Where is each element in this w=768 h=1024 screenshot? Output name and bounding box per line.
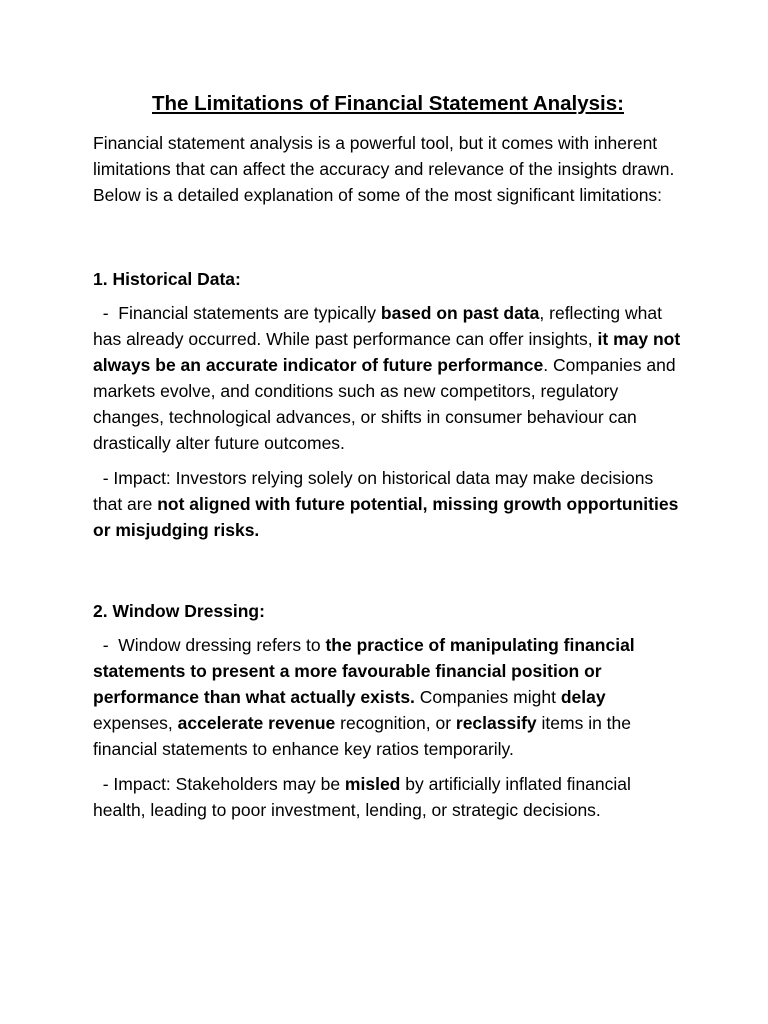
document-title: The Limitations of Financial Statement Analysis:	[152, 92, 624, 115]
body-text: Companies might	[414, 687, 561, 707]
section-historical-data	[93, 266, 683, 543]
bold-text: accelerate revenue	[177, 713, 336, 733]
bold-text: it may not always be an accurate indicator of future performance	[93, 329, 681, 375]
body-text: recognition, or	[335, 713, 456, 733]
bold-text: not aligned with future potential, missing growth opportunities or misjudging risks.	[93, 494, 679, 540]
body-text: . Companies and markets evolve, and conditions such as new competitors, regulatory changes, technological advances, or shifts in consumer behaviour can drastically alter future outcomes.	[93, 355, 676, 453]
section-heading: 1. Historical Data:	[93, 269, 241, 289]
bold-text: the practice of manipulating financial statements to present a more favourable financial position or performance than what actually exists.	[93, 635, 635, 707]
body-text: expenses,	[93, 713, 178, 733]
bold-text: delay	[560, 687, 606, 707]
section-body-paragraph	[93, 300, 683, 456]
section-heading: 2. Window Dressing:	[93, 601, 265, 621]
body-text: - Impact: Investors relying solely on historical data may make decisions that are	[93, 468, 654, 514]
body-text: , reflecting what has already occurred. While past performance can offer insights,	[93, 303, 662, 349]
impact-paragraph	[93, 771, 683, 823]
bold-text: reclassify	[455, 713, 537, 733]
body-text: - Window dressing refers to	[93, 635, 326, 655]
section-body-paragraph	[93, 632, 683, 762]
body-text: by artificially inflated financial health, leading to poor investment, lending, or strategic decisions.	[93, 774, 631, 820]
intro-paragraph: Financial statement analysis is a powerful tool, but it comes with inherent limitations that can affect the accuracy and relevance of the insights drawn. Below is a detailed explanation of some of the most significant limitations:	[93, 133, 675, 205]
document-page	[93, 88, 683, 878]
section-window-dressing	[93, 598, 683, 823]
bold-text: misled	[344, 774, 401, 794]
body-text: - Impact: Stakeholders may be	[93, 774, 345, 794]
body-text: items in the financial statements to enhance key ratios temporarily.	[93, 713, 632, 759]
bold-text: based on past data	[380, 303, 540, 323]
body-text: - Financial statements are typically	[93, 303, 381, 323]
impact-paragraph	[93, 465, 683, 543]
